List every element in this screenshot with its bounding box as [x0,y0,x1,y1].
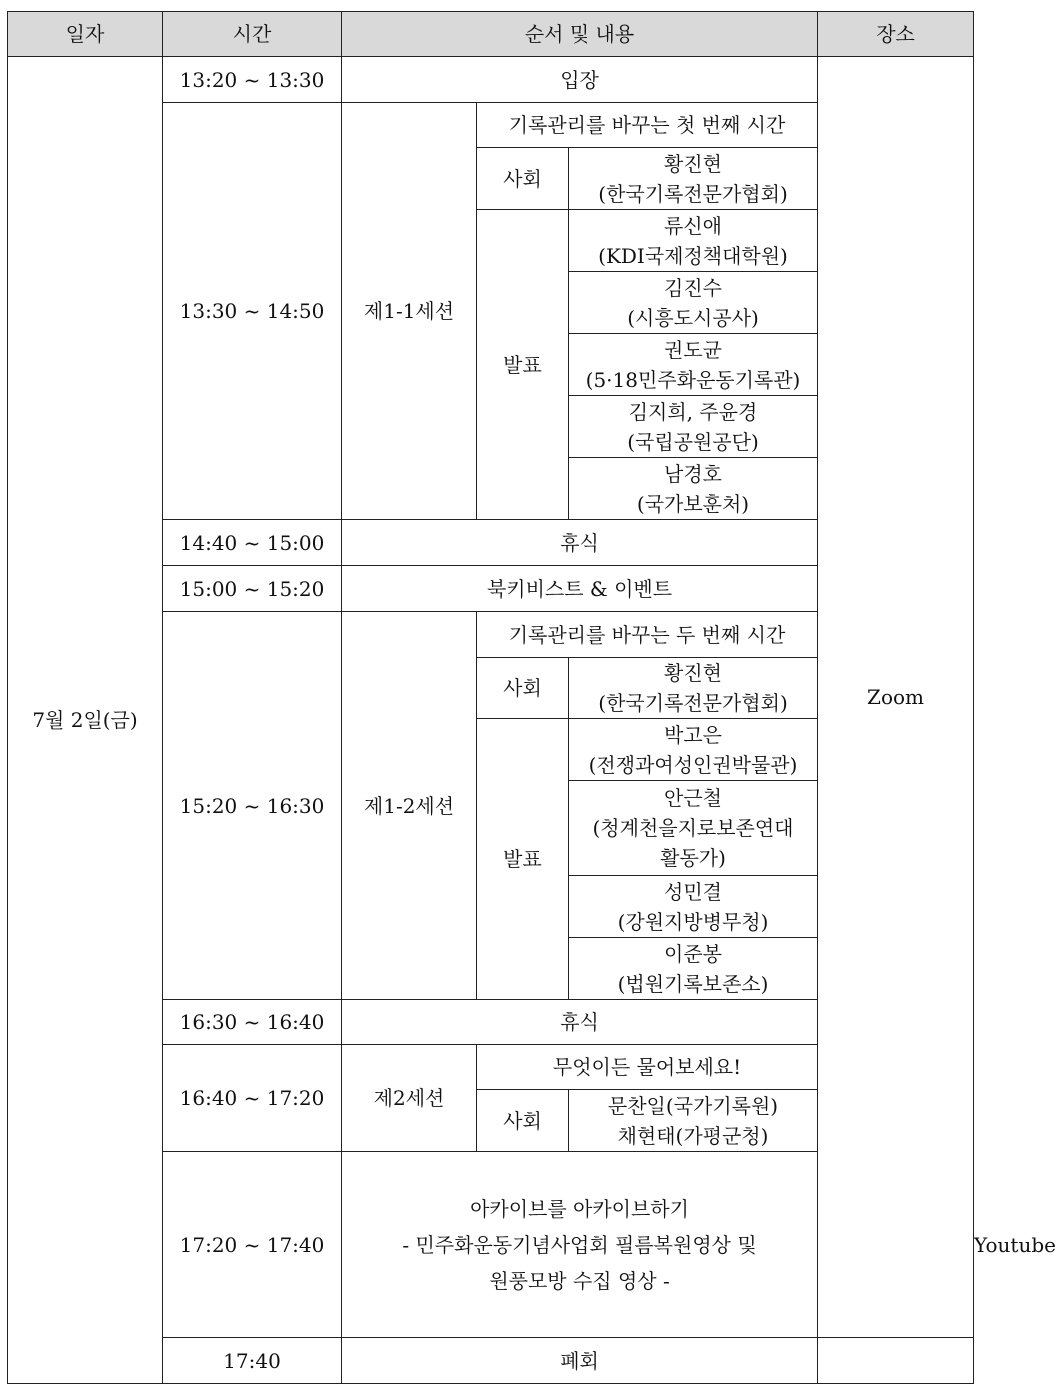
time-cell: 13:20 ~ 13:30 [163,57,342,103]
content-cell: 입장 [342,57,818,103]
archive-subtitle: - 민주화운동기념사업회 필름복원영상 및 [402,1232,757,1257]
schedule-table [7,11,1056,1384]
content-cell: 북키비스트 & 이벤트 [342,566,818,612]
session-name: 제1-2세션 [342,612,477,1000]
time-cell: 16:30 ~ 16:40 [163,1000,342,1045]
archive-subtitle-cont: 원풍모방 수집 영상 - [489,1268,670,1293]
person-name: 문찬일(국가기록원) [607,1093,779,1118]
row-entry [8,57,974,103]
person-name: 성민결 [664,879,722,904]
person-org: (한국기록전문가협회) [598,181,788,206]
person-cell [569,148,818,210]
content-cell: 휴식 [342,520,818,566]
person-cell [569,272,818,334]
content-cell [342,1152,818,1338]
person-org: (청계천을지로보존연대 [592,816,794,840]
person-name: 김진수 [664,275,722,300]
person-name: 황진현 [664,151,722,176]
time-cell: 13:30 ~ 14:50 [163,103,342,520]
person-org: (법원기록보존소) [617,971,769,996]
person-cell [569,458,818,520]
person-cell [569,719,818,781]
place-zoom: Zoom [818,57,974,1338]
content-cell: 휴식 [342,1000,818,1045]
role-label-host: 사회 [477,148,569,210]
person-cell [569,334,818,396]
person-name: 채현태(가평군청) [617,1123,769,1148]
person-name: 김지희, 주윤경 [628,399,758,424]
session-title: 무엇이든 물어보세요! [477,1045,818,1090]
session-title: 기록관리를 바꾸는 두 번째 시간 [477,612,818,658]
person-cell [569,938,818,1000]
header-content: 순서 및 내용 [342,12,818,57]
role-label-host: 사회 [477,1090,569,1152]
role-label-host: 사회 [477,658,569,719]
person-name: 남경호 [664,461,722,486]
time-cell: 15:20 ~ 16:30 [163,612,342,1000]
person-org: (국립공원공단) [627,429,759,454]
time-cell: 16:40 ~ 17:20 [163,1045,342,1152]
person-name: 안근철 [664,786,722,810]
person-org: (시흥도시공사) [627,305,759,330]
session-name: 제2세션 [342,1045,477,1152]
person-org-cont: 활동가) [660,846,726,870]
person-cell [569,876,818,938]
person-org: (KDI국제정책대학원) [598,243,788,268]
person-org: (한국기록전문가협회) [598,691,788,715]
header-date: 일자 [8,12,163,57]
header-row [8,12,974,57]
person-cell [569,210,818,272]
person-name: 박고은 [664,722,722,747]
person-cell [569,658,818,719]
person-org: (전쟁과여성인권박물관) [588,752,798,777]
time-cell: 15:00 ~ 15:20 [163,566,342,612]
person-name: 황진현 [664,661,722,685]
person-cell [569,781,818,876]
role-label-present: 발표 [477,719,569,1000]
person-cell [569,396,818,458]
role-label-present: 발표 [477,210,569,520]
header-place: 장소 [818,12,974,57]
session-name: 제1-1세션 [342,103,477,520]
session-title: 기록관리를 바꾸는 첫 번째 시간 [477,103,818,148]
date-cell: 7월 2일(금) [8,57,163,1384]
time-cell: 14:40 ~ 15:00 [163,520,342,566]
archive-title: 아카이브를 아카이브하기 [470,1196,689,1221]
person-org: (국가보훈처) [636,491,750,516]
person-name: 이준봉 [664,941,722,966]
person-org: (5·18민주화운동기록관) [585,367,801,392]
content-cell: 폐회 [342,1338,818,1384]
person-name: 류신애 [664,213,722,238]
time-cell: 17:20 ~ 17:40 [163,1152,342,1338]
place-empty [818,1338,974,1384]
person-name: 권도균 [664,337,722,362]
person-cell [569,1090,818,1152]
row-archive: 17:20 ~ 17:40 아카이브를 아카이브하기 - 민주화운동기념사업회 필름복원영상 및 원풍모방 수집 영상 - Youtube [8,1152,974,1338]
person-org: (강원지방병무청) [617,909,769,934]
time-cell: 17:40 [163,1338,342,1384]
header-time: 시간 [163,12,342,57]
